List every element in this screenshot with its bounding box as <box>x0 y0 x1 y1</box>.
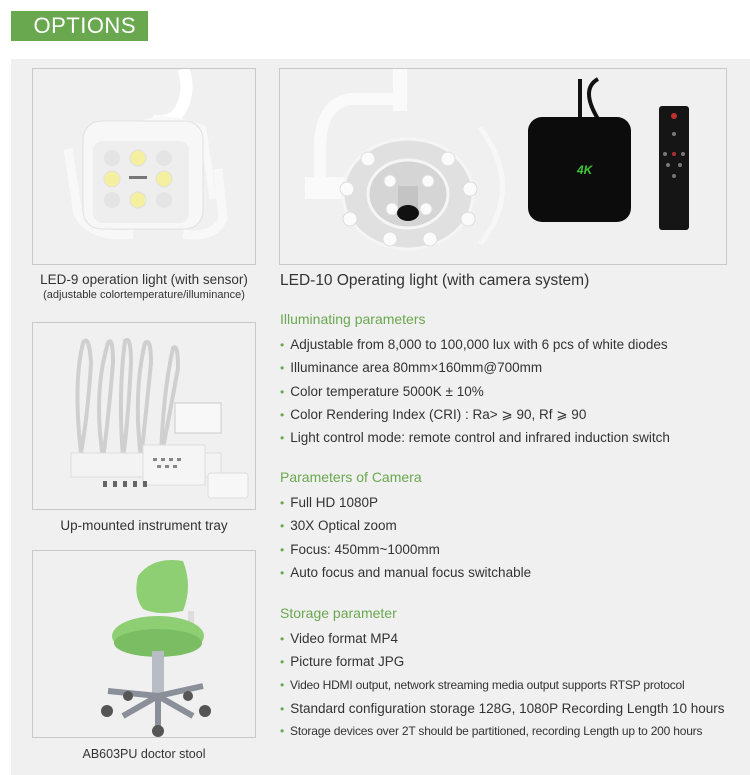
list-item: • Illuminance area 80mm×160mm@700mm <box>280 356 670 379</box>
list-item: • Video format MP4 <box>280 627 725 650</box>
list-item: • Light control mode: remote control and infrared induction switch <box>280 426 670 449</box>
led9-caption <box>32 272 256 301</box>
doctor-stool-image <box>32 550 256 738</box>
options-title: OPTIONS <box>33 13 136 38</box>
doctor-stool-caption <box>32 747 256 761</box>
list-item: • Color Rendering Index (CRI) : Ra> ⩾ 90, Rf ⩾ 90 <box>280 403 670 426</box>
led9-image <box>32 68 256 265</box>
list-item: • Video HDMI output, network streaming media output supports RTSP protocol <box>280 674 725 697</box>
section-heading: Illuminating parameters <box>280 311 426 327</box>
list-item: • 30X Optical zoom <box>280 514 531 537</box>
list-item: • Full HD 1080P <box>280 491 531 514</box>
list-item: • Focus: 450mm~1000mm <box>280 538 531 561</box>
section-camera <box>280 469 531 584</box>
svg-text:4K: 4K <box>577 163 593 177</box>
list-item: • Color temperature 5000K ± 10% <box>280 380 670 403</box>
list-item: • Adjustable from 8,000 to 100,000 lux with 6 pcs of white diodes <box>280 333 670 356</box>
section-heading: Parameters of Camera <box>280 469 422 485</box>
led10-camera-illustration <box>280 69 727 265</box>
section-illuminating <box>280 311 670 449</box>
section-storage <box>280 605 725 743</box>
options-header <box>11 11 148 41</box>
instrument-tray-illustration <box>33 323 256 510</box>
led9-light-illustration <box>33 69 256 265</box>
led10-title: LED-10 Operating light (with camera system) <box>280 272 590 289</box>
section-heading: Storage parameter <box>280 605 397 621</box>
instrument-tray-caption <box>32 518 256 533</box>
list-item: • Storage devices over 2T should be partitioned, recording Length up to 200 hours <box>280 720 725 743</box>
led9-caption-main: LED-9 operation light (with sensor) <box>40 272 248 287</box>
instrument-tray-image <box>32 322 256 510</box>
led9-caption-sub: (adjustable colortemperature/illuminance) <box>43 289 245 301</box>
list-item: • Picture format JPG <box>280 650 725 673</box>
doctor-stool-illustration <box>33 551 256 738</box>
led10-camera-image <box>279 68 727 265</box>
doctor-stool-caption-text: AB603PU doctor stool <box>82 747 206 761</box>
list-item: • Standard configuration storage 128G, 1080P Recording Length 10 hours <box>280 697 725 720</box>
instrument-tray-caption-text: Up-mounted instrument tray <box>60 518 228 533</box>
list-item: • Auto focus and manual focus switchable <box>280 561 531 584</box>
